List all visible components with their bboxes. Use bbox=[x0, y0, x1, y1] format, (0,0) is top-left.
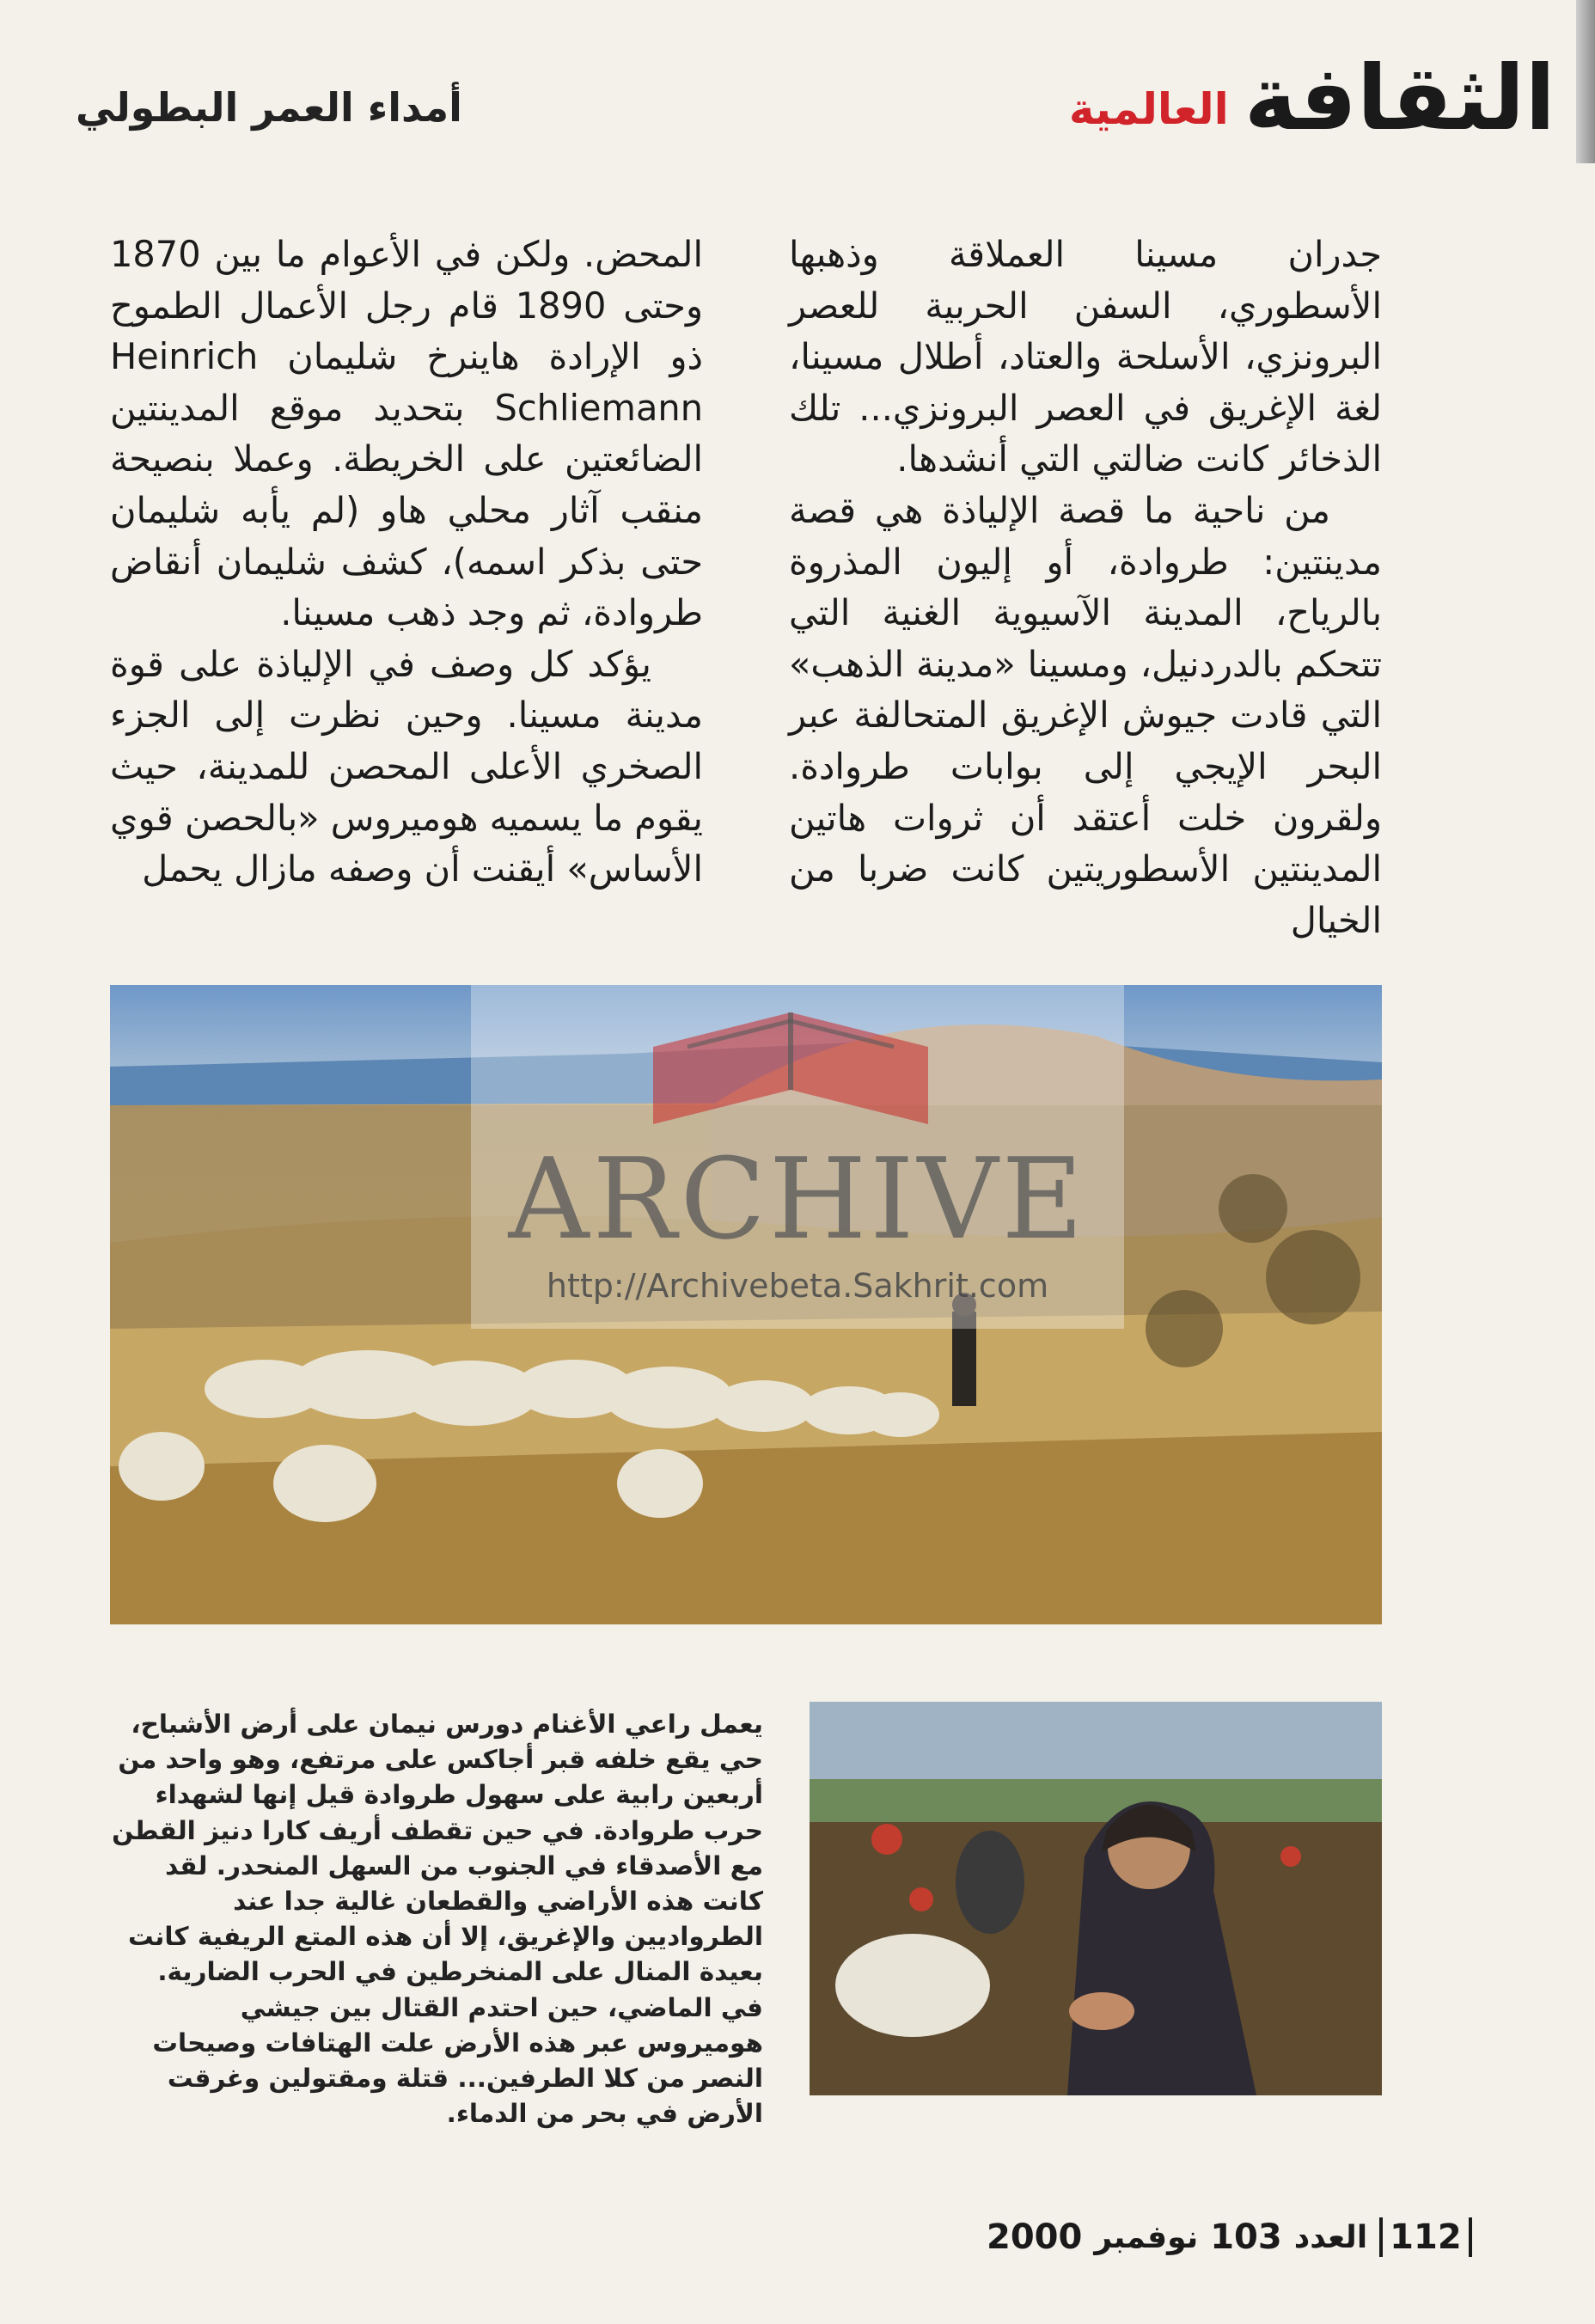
magazine-masthead bbox=[1068, 31, 1555, 150]
paragraph: من ناحية ما قصة الإلياذة هي قصة مدينتين: طروادة، أو إليون المذروة بالرياح، المدينة الآسيوية الغنية التي تتحكم بالدردنيل، ومسينا «مدينة الذهب» التي قادت جيوش الإغريق المتحالفة عبر البحر الإيجي إلى بوابات طروادة. ولقرون خلت أعتقد أن ثروات هاتين المدينتين الأسطوريتين كانت ضربا من الخيال bbox=[789, 488, 1382, 941]
watermark-url: http://Archivebeta.Sakhrit.com bbox=[546, 1267, 1049, 1305]
issue-year: 2000 bbox=[987, 2217, 1083, 2257]
issue-month: نوفمبر bbox=[1094, 2219, 1199, 2255]
issue-number: 103 bbox=[1210, 2217, 1282, 2257]
magazine-title: الثقافة bbox=[1244, 46, 1555, 150]
magazine-subtitle: العالمية bbox=[1068, 84, 1229, 134]
watermark-title: ARCHIVE bbox=[508, 1134, 1087, 1264]
text-column-left bbox=[110, 229, 703, 968]
article-section-title: أمداء العمر البطولي bbox=[76, 84, 462, 131]
page-number: 112 bbox=[1379, 2217, 1472, 2257]
paragraph: يؤكد كل وصف في الإلياذة على قوة مدينة مسينا. وحين نظرت إلى الجزء الصخري الأعلى المحصن للمدينة، حيث يقوم ما يسميه هوميروس «بالحصن قوي الأساس» أيقنت أن وصفه مازال يحمل bbox=[110, 642, 703, 890]
page-edge-bar bbox=[1576, 0, 1595, 163]
issue-label: العدد bbox=[1293, 2219, 1368, 2255]
paragraph: المحض. ولكن في الأعوام ما بين 1870 وحتى 1890 قام رجل الأعمال الطموح ذو الإرادة هاينرخ شليمان Heinrich Schliemann بتحديد موقع المدينتين الضائعتين على الخريطة. وعملا بنصيحة منقب آثار محلي هاو (لم يأبه شليمان حتى بذكر اسمه)، كشف شليمان أنقاض طروادة، ثم وجد ذهب مسينا. bbox=[110, 233, 703, 634]
book-logo-icon bbox=[636, 995, 945, 1141]
page-footer bbox=[987, 2217, 1472, 2257]
cotton-pickers-photo bbox=[810, 1702, 1382, 2095]
text-column-right bbox=[789, 229, 1382, 968]
photo-caption: يعمل راعي الأغنام دورس نيمان على أرض الأشباح، حي يقع خلفه قبر أجاكس على مرتفع، وهو واحد من أربعين رابية على سهول طروادة قيل إنها لشهداء حرب طروادة. في حين تقطف أريف كارا دنيز القطن مع الأصدقاء في الجنوب من السهل المنحدر. لقد كانت هذه الأراضي والقطعان غالية جدا عند الطرواديين والإغريق، إلا أن هذه المتع الريفية كانت بعيدة المنال على المنخرطين في الحرب الضارية. في الماضي، حين احتدم القتال بين جيشي هوميروس عبر هذه الأرض علت الهتافات وصيحات النصر من كلا الطرفين... قتلة ومقتولين وغرقت الأرض في بحر من الدماء. bbox=[112, 1709, 763, 2129]
paragraph: جدران مسينا العملاقة وذهبها الأسطوري، السفن الحربية للعصر البرونزي، الأسلحة والعتاد، أطلال مسينا، لغة الإغريق في العصر البرونزي... تلك الذخائر كانت ضالتي التي أنشدها. bbox=[789, 233, 1382, 480]
